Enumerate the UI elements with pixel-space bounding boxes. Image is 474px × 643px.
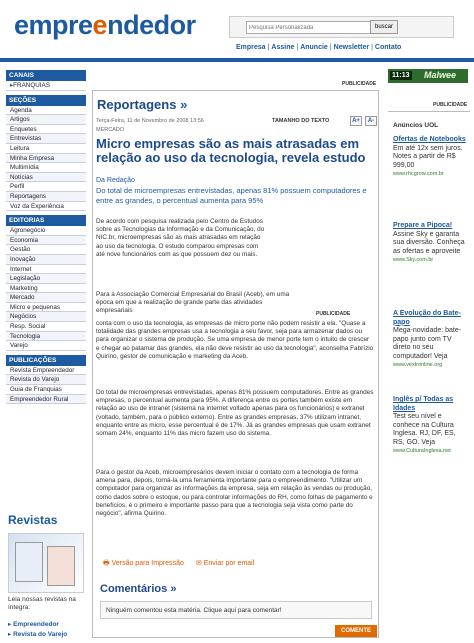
ad-item[interactable]: [393, 310, 469, 370]
magazine-cover-2: [47, 546, 75, 586]
nav-assine[interactable]: Assine: [271, 44, 295, 51]
ad-description: Test seu nível e conhece na Cultura Inglesa. RJ, DF, ES, RS, GO. Veja: [393, 413, 456, 446]
search-box: [229, 16, 454, 38]
article-container: [92, 90, 379, 638]
comment-button[interactable]: COMENTE: [335, 625, 377, 637]
sidebar-item-legislacao[interactable]: Legislação: [6, 274, 86, 284]
revistas-heading: Revistas: [8, 513, 58, 527]
ad-url[interactable]: www.Sky.com.br: [393, 257, 434, 263]
nav-contato[interactable]: Contato: [374, 44, 402, 51]
magazine-cover-1: [15, 542, 43, 582]
article-paragraph-2: Para a Associação Comercial Empresarial do Brasil (Aceb), em uma época em que a realização de grande parte das atividades empresariais: [96, 291, 290, 315]
section-title: [97, 97, 187, 112]
article-headline: Micro empresas são as mais atrasadas em relação ao uso da tecnologia, revela estudo: [96, 136, 366, 165]
ad-description: Assine Sky e garanta sua diversão. Conheça as ofertas e aproveite: [393, 230, 465, 255]
revistas-description: Leia nossas revistas na íntegra:: [8, 596, 76, 611]
sidebar-item-multimidia[interactable]: Multimídia: [6, 163, 86, 173]
sidebar-item-minha-empresa[interactable]: Minha Empresa: [6, 154, 86, 164]
sidebar-item-mercado[interactable]: Mercado: [6, 293, 86, 303]
font-decrease-button[interactable]: A-: [365, 116, 377, 126]
nav-anuncie[interactable]: Anuncie: [300, 44, 328, 51]
sidebar-item-negocios[interactable]: Negócios: [6, 312, 86, 322]
print-link-label: Versão para Impressão: [111, 560, 184, 567]
article-paragraph-1: De acordo com pesquisa realizada pelo Centro de Estudos sobre as Tecnologias da Informação e da Comunicação, do NIC.br, microempresas são as mais atrasadas em relação ao uso da tecnologia. O estudo comparou empresas com até nove funcionários com as que possuem dez ou mais.: [96, 218, 265, 258]
email-link-label: Enviar por email: [203, 560, 255, 567]
sidebar-item-micro-e-pequenas[interactable]: Micro e pequenas: [6, 303, 86, 313]
nav-empresa[interactable]: Empresa: [236, 44, 266, 51]
canais-heading: CANAIS: [6, 70, 86, 81]
sidebar-item-artigos[interactable]: Artigos: [6, 115, 86, 125]
sidebar-item-inovacao[interactable]: Inovação: [6, 255, 86, 265]
printer-icon: 🖶: [103, 560, 110, 567]
revistas-covers-image[interactable]: [8, 533, 84, 593]
ad-url[interactable]: www.vextronline.org: [393, 362, 443, 368]
article-category: MERCADO: [96, 127, 125, 133]
sidebar-item-tecnologia[interactable]: Tecnologia: [6, 332, 86, 342]
sidebar-item-perfil[interactable]: Perfil: [6, 182, 86, 192]
sidebar-item-voz-da-experiencia[interactable]: Voz da Experiência: [6, 202, 86, 212]
sidebar-item-empreendedor-rural[interactable]: Empreendedor Rural: [6, 395, 86, 405]
article-paragraph-3: Do total de microempresas entrevistadas, apenas 81% possuem computadores. Entre as grandes empresas, o percentual aumenta para 95%. A diferença entre os portes também existe em relação ao uso de intranet (sistema na internet voltado apenas para os funcionários) e extranet (voltado, também, para o público externo). Entre as grandes empresas, 37% utilizam intranet, enquanto entre as micro, esse percentual é de 17%. Já as grandes empresas que usam extranet somam 24%, enquanto 11% das micro fazem uso do sistema.: [96, 389, 374, 438]
email-link[interactable]: [186, 560, 254, 567]
comments-title: [100, 583, 176, 595]
link-revista-do-varejo-label: Revista do Varejo: [13, 631, 68, 638]
sidebar-item-marketing[interactable]: Marketing: [6, 284, 86, 294]
ad-item[interactable]: [393, 222, 469, 265]
ad-url[interactable]: www.rhcgrow.com.br: [393, 171, 444, 177]
article-source: Da Redação: [96, 177, 135, 184]
sidebar-item-resp-social[interactable]: Resp. Social: [6, 322, 86, 332]
sidebar-item-agenda[interactable]: Agenda: [6, 106, 86, 116]
link-revista-empreendedor-label: Empreendedor: [13, 621, 59, 628]
editorias-list: [6, 226, 86, 351]
logo-text-mid: e: [92, 10, 108, 40]
logo-text-right: ndedor: [107, 10, 196, 40]
ad-description: Mega-novidade: bate-papo junto com TV direto no seu computador! Veja: [393, 327, 462, 360]
header-divider: [0, 58, 474, 62]
sidebar-item-varejo[interactable]: Varejo: [6, 341, 86, 351]
article-date: Terça-Feira, 11 de Novembro de 2008 13:56: [96, 118, 204, 124]
link-revista-empreendedor[interactable]: ▸ Empreendedor: [8, 621, 59, 628]
chevron-right-icon: »: [180, 97, 188, 112]
secoes-heading: SEÇÕES: [6, 95, 86, 106]
sidebar-item-enquetes[interactable]: Enquetes: [6, 125, 86, 135]
ad-title[interactable]: Ofertas de Notebooks: [393, 136, 466, 143]
publicacoes-list: [6, 366, 86, 404]
comments-box[interactable]: Ninguém comentou esta matéria. Clique aqui para comentar!: [100, 601, 372, 619]
site-logo[interactable]: [14, 10, 196, 41]
sidebar-item-internet[interactable]: Internet: [6, 265, 86, 275]
article-lead: Do total de microempresas entrevistadas, apenas 81% possuem computadores e entre as grandes, o percentual aumenta para 95%: [96, 186, 367, 205]
envelope-icon: ✉: [195, 560, 202, 567]
top-nav: Empresa | Assine | Anuncie | Newsletter | Contato: [236, 44, 402, 51]
publicidade-label-mid: PUBLICIDADE: [316, 311, 351, 317]
article-paragraph-2-cont: conta com o uso da tecnologia, as empresas de micro porte não podem resistir a ela. "Quase a totalidade das grandes empresas usa a tecnologia a seu favor, seja para armazenar dados ou para organizar o sistema de produção. Se uma empresa de menor porte tem o intuito de crescer e chegar ao patamar das grandes, ela não deve resistir ao uso da tecnologia", aconselha Fabrízio Quirino, gestor de comunicação e marketing da Aceb.: [96, 320, 374, 360]
sidebar-item-reportagens[interactable]: Reportagens: [6, 192, 86, 202]
ad-description: Em até 12x sem juros. Notes a partir de R$ 999,00: [393, 144, 463, 169]
clock-brand: Malwee: [424, 70, 457, 80]
section-title-text: Reportagens: [97, 97, 177, 112]
article-actions: [103, 559, 254, 570]
secoes-list: [6, 106, 86, 212]
malwee-clock-banner[interactable]: [388, 69, 468, 83]
anuncios-heading: Anúncios UOL: [393, 122, 439, 129]
left-sidebar: [6, 66, 86, 404]
revistas-links: [8, 620, 88, 640]
sidebar-item-agronegocio[interactable]: Agronegócio: [6, 226, 86, 236]
search-button[interactable]: buscar: [370, 20, 398, 34]
sidebar-item-gestao[interactable]: Gestão: [6, 245, 86, 255]
sidebar-item-noticias[interactable]: Notícias: [6, 173, 86, 183]
nav-newsletter[interactable]: Newsletter: [333, 44, 370, 51]
ad-title[interactable]: Inglês p/ Todas as Idades: [393, 396, 454, 412]
ad-item[interactable]: [393, 396, 469, 456]
logo-text-left: empre: [14, 10, 93, 40]
ad-item[interactable]: [393, 136, 469, 179]
ad-title[interactable]: Prepare a Pipoca!: [393, 222, 453, 229]
canais-list: [6, 81, 86, 91]
ad-title[interactable]: A Evolução do Bate-papo: [393, 310, 461, 326]
sidebar-item-revista-do-varejo[interactable]: Revista do Varejo: [6, 375, 86, 385]
sidebar-item-franquias[interactable]: ▸ FRANQUIAS: [6, 81, 86, 91]
link-revista-do-varejo[interactable]: ▸ Revista do Varejo: [8, 631, 68, 638]
font-size-label: TAMANHO DO TEXTO: [272, 118, 330, 124]
comments-title-text: Comentários: [100, 583, 168, 595]
clock-time: 11:13: [392, 72, 410, 79]
article-paragraph-4: Para o gestor da Aceb, microempresários devem iniciar o contato com a tecnologia de forma amena para, depois, torná-la uma ferramenta importante para o empreendimento. "Utilizar um computador para organizar as informações da empresa, seja em relação às vendas ou produção, como dados sobre o estoque, ou para controlar informações do RH, como folhas de pagamento e benefícios, é o primeiro e importante passo para que a tecnologia seja vista como parte do negócio", afirma Quirino.: [96, 469, 373, 518]
font-increase-button[interactable]: A+: [350, 116, 362, 126]
chevron-right-icon: »: [170, 583, 177, 595]
sidebar-item-revista-empreendedor[interactable]: Revista Empreendedor: [6, 366, 86, 376]
sidebar-item-guia-de-franquias[interactable]: Guia de Franquias: [6, 385, 86, 395]
publicidade-label-right: PUBLICIDADE: [433, 102, 468, 108]
sidebar-item-economia[interactable]: Economia: [6, 236, 86, 246]
print-link[interactable]: [103, 560, 184, 567]
sidebar-item-leitura[interactable]: Leitura: [6, 144, 86, 154]
ad-url[interactable]: www.CulturaInglesa.net: [393, 448, 451, 454]
publicacoes-heading: PUBLICAÇÕES: [6, 355, 86, 366]
publicidade-label-top: PUBLICIDADE: [342, 81, 377, 87]
editorias-heading: EDITORIAS: [6, 215, 86, 226]
sidebar-item-entrevistas[interactable]: Entrevistas: [6, 134, 86, 144]
